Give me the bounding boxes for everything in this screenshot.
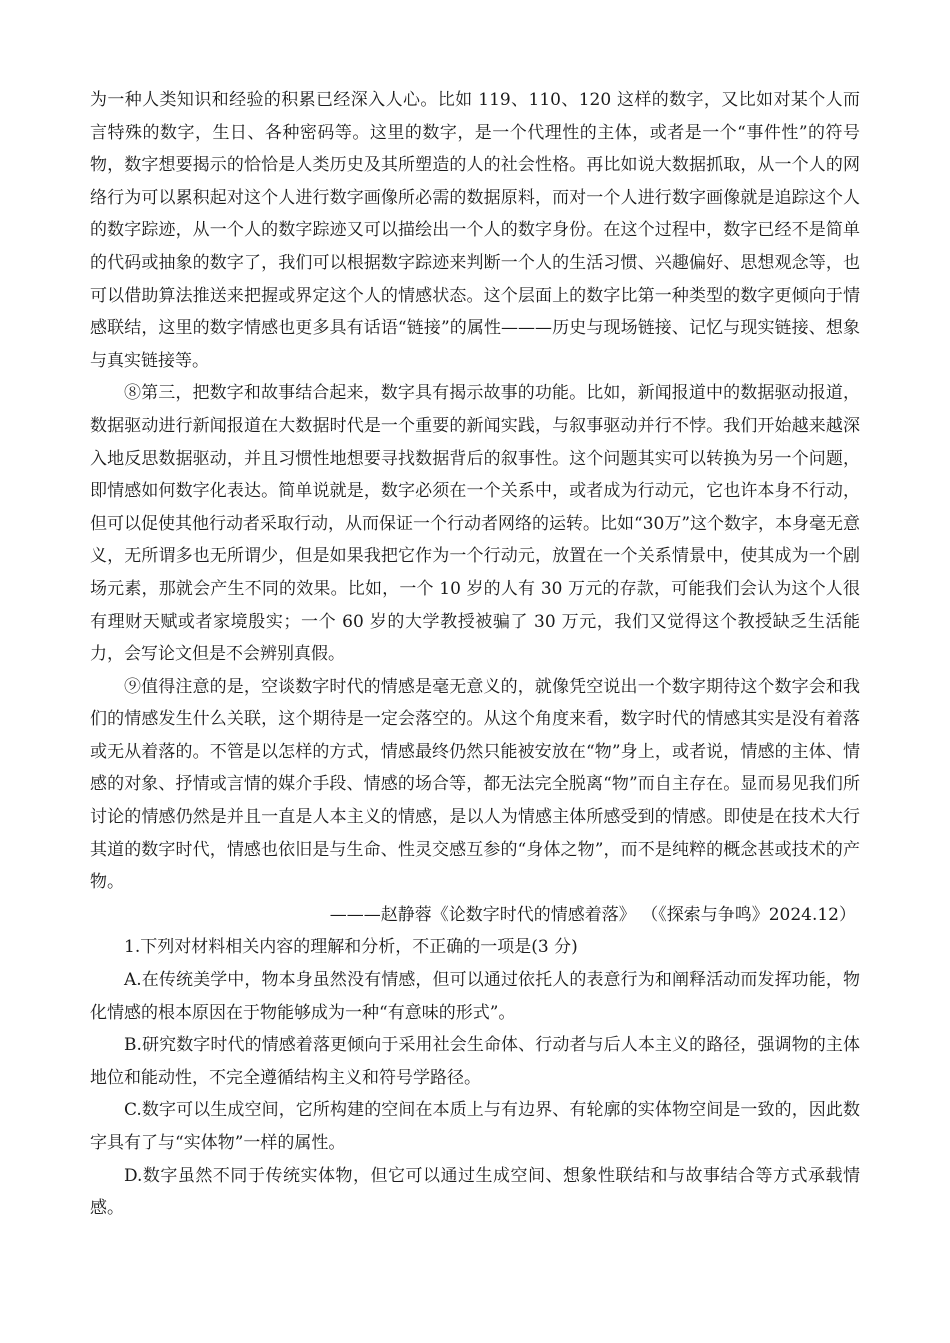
option-d: D.数字虽然不同于传统实体物，但它可以通过生成空间、想象性联结和与故事结合等方式承载情感。: [90, 1165, 860, 1219]
option-c: C.数字可以生成空间，它所构建的空间在本质上与有边界、有轮廓的实体物空间是一致的，因此数字具有了与“实体物”一样的属性。: [90, 1100, 860, 1153]
option-a: A.在传统美学中，物本身虽然没有情感，但可以通过依托人的表意行为和阐释活动而发挥功能，物化情感的根本原因在于物能够成为一种“有意味的形式”。: [90, 970, 860, 1023]
option-b: B.研究数字时代的情感着落更倾向于采用社会生命体、行动者与后人本主义的路径，强调物的主体地位和能动性，不完全遵循结构主义和符号学路径。: [90, 1035, 860, 1088]
paragraph-8: ⑧第三，把数字和故事结合起来，数字具有揭示故事的功能。比如，新闻报道中的数据驱动报道，数据驱动进行新闻报道在大数据时代是一个重要的新闻实践，与叙事驱动并行不悖。我们开始越来越深入地反思数据驱动，并且习惯性地想要寻找数据背后的叙事性。这个问题其实可以转换为另一个问题，即情感如何数字化表达。简单说就是，数字必须在一个关系中，或者成为行动元，它也许本身不行动，但可以促使其他行动者采取行动，从而保证一个行动者网络的运转。比如“30万”这个数字，本身毫无意义，无所谓多也无所谓少，但是如果我把它作为一个行动元，放置在一个关系情景中，使其成为一个剧场元素，那就会产生不同的效果。比如，一个 10 岁的人有 30 万元的存款，可能我们会认为这个人很有理财天赋或者家境殷实；一个 60 岁的大学教授被骗了 30 万元，我们又觉得这个教授缺乏生活能力，会写论文但是不会辨别真假。: [90, 383, 861, 665]
document-page: [90, 84, 860, 1225]
paragraph-9: ⑨值得注意的是，空谈数字时代的情感是毫无意义的，就像凭空说出一个数字期待这个数字会和我们的情感发生什么关联，这个期待是一定会落空的。从这个角度来看，数字时代的情感其实是没有着落或无从着落的。不管是以怎样的方式，情感最终仍然只能被安放在“物”身上，或者说，情感的主体、情感的对象、抒情或言情的媒介手段、情感的场合等，都无法完全脱离“物”而自主存在。显而易见我们所讨论的情感仍然是并且一直是人本主义的情感，是以人为情感主体所感受到的情感。即使是在技术大行其道的数字时代，情感也依旧是与生命、性灵交感互参的“身体之物”，而不是纯粹的概念甚或技术的产物。: [90, 676, 860, 893]
paragraph-continued: 为一种人类知识和经验的积累已经深入人心。比如 119、110、120 这样的数字，又比如对某个人而言特殊的数字，生日、各种密码等。这里的数字，是一个代理性的主体，或者是一个“事件性”的符号物，数字想要揭示的恰恰是人类历史及其所塑造的人的社会性格。再比如说大数据抓取，从一个人的网络行为可以累积起对这个人进行数字画像所必需的数据原料，而对一个人进行数字画像就是追踪这个人的数字踪迹，从一个人的数字踪迹又可以描绘出一个人的数字身份。在这个过程中，数字已经不是简单的代码或抽象的数字了，我们可以根据数字踪迹来判断一个人的生活习惯、兴趣偏好、思想观念等，也可以借助算法推送来把握或界定这个人的情感状态。这个层面上的数字比第一种类型的数字更倾向于情感联结，这里的数字情感也更多具有话语“链接”的属性———历史与现场链接、记忆与现实链接、想象与真实链接等。: [90, 90, 860, 371]
question-stem: 1.下列对材料相关内容的理解和分析，不正确的一项是(3 分): [124, 937, 578, 958]
source-citation: ———赵静蓉《论数字时代的情感着落》 （《探索与争鸣》2024.12）: [329, 904, 856, 925]
